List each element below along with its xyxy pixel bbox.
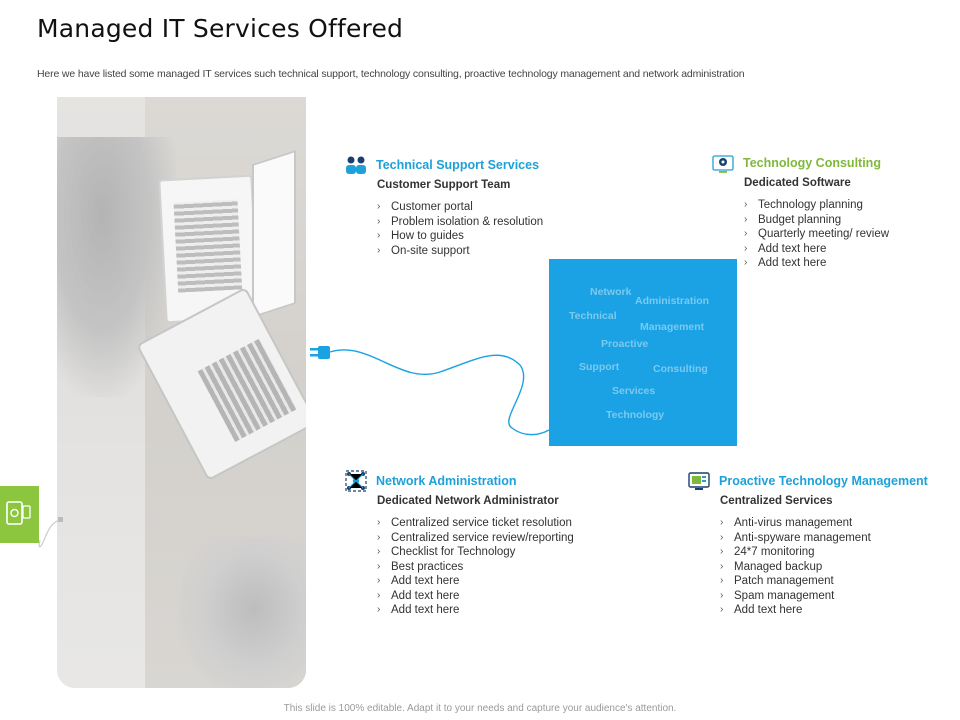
- list-item: › Checklist for Technology: [377, 546, 516, 558]
- section-subtitle: Customer Support Team: [377, 179, 511, 191]
- list-item: › Add text here: [377, 575, 460, 587]
- footer-note: This slide is 100% editable. Adapt it to your needs and capture your audience's attention.: [283, 703, 677, 714]
- list-item: › Quarterly meeting/ review: [744, 228, 890, 240]
- list-item: › Best practices: [377, 560, 464, 573]
- section-proactive-management: [687, 469, 928, 618]
- section-subtitle: Dedicated Network Administrator: [377, 495, 559, 507]
- word-technical: Technical: [569, 310, 617, 322]
- list-item: › Managed backup: [720, 560, 823, 573]
- section-technical-support: [344, 153, 543, 258]
- support-team-icon: [344, 153, 368, 177]
- service-word-cloud: [549, 259, 737, 446]
- section-technology-consulting: [711, 151, 889, 271]
- word-technology: Technology: [606, 409, 665, 421]
- list-item: › How to guides: [377, 230, 464, 242]
- section-title: Proactive Technology Management: [719, 474, 928, 488]
- word-management: Management: [640, 321, 705, 333]
- page-title: Managed IT Services Offered: [37, 14, 404, 43]
- list-item: › Add text here: [720, 604, 803, 616]
- monitor-management-icon: [687, 469, 711, 493]
- list-item: › Add text here: [377, 604, 460, 616]
- word-consulting: Consulting: [653, 363, 708, 375]
- list-item: › Customer portal: [377, 201, 473, 213]
- list-item: › Patch management: [720, 575, 834, 587]
- section-list: [377, 516, 574, 618]
- section-title: Technical Support Services: [376, 158, 540, 172]
- network-icon: [344, 469, 368, 493]
- list-item: › Anti-spyware management: [720, 531, 871, 544]
- page-subtitle: Here we have listed some managed IT services such technical support, technology consulting, proactive technology management and network administration: [37, 68, 745, 80]
- list-item: › On-site support: [377, 244, 470, 257]
- word-network: Network: [590, 286, 632, 298]
- list-item: › Anti-virus management: [720, 517, 853, 529]
- section-network-administration: [344, 469, 574, 618]
- word-support: Support: [579, 361, 620, 373]
- section-subtitle: Centralized Services: [720, 495, 833, 507]
- plug-icon: [310, 346, 330, 359]
- section-list: [377, 200, 543, 258]
- section-subtitle: Dedicated Software: [744, 177, 851, 189]
- list-item: › Add text here: [744, 257, 827, 269]
- section-title: Technology Consulting: [743, 156, 881, 170]
- list-item: › Problem isolation & resolution: [377, 215, 544, 228]
- list-item: › Add text here: [377, 589, 460, 602]
- list-item: › Centralized service ticket resolution: [377, 517, 572, 529]
- consulting-gear-icon: [711, 151, 735, 175]
- list-item: › Spam management: [720, 589, 835, 602]
- section-list: [744, 198, 889, 271]
- list-item: › Add text here: [744, 242, 827, 255]
- word-services: Services: [612, 385, 656, 397]
- list-item: › Centralized service review/reporting: [377, 531, 574, 544]
- list-item: › Budget planning: [744, 213, 842, 226]
- section-title: Network Administration: [376, 474, 517, 488]
- list-item: › 24*7 monitoring: [720, 546, 815, 558]
- word-proactive: Proactive: [601, 338, 649, 350]
- word-administration: Administration: [635, 295, 710, 307]
- list-item: › Technology planning: [744, 199, 863, 211]
- section-list: [720, 516, 928, 618]
